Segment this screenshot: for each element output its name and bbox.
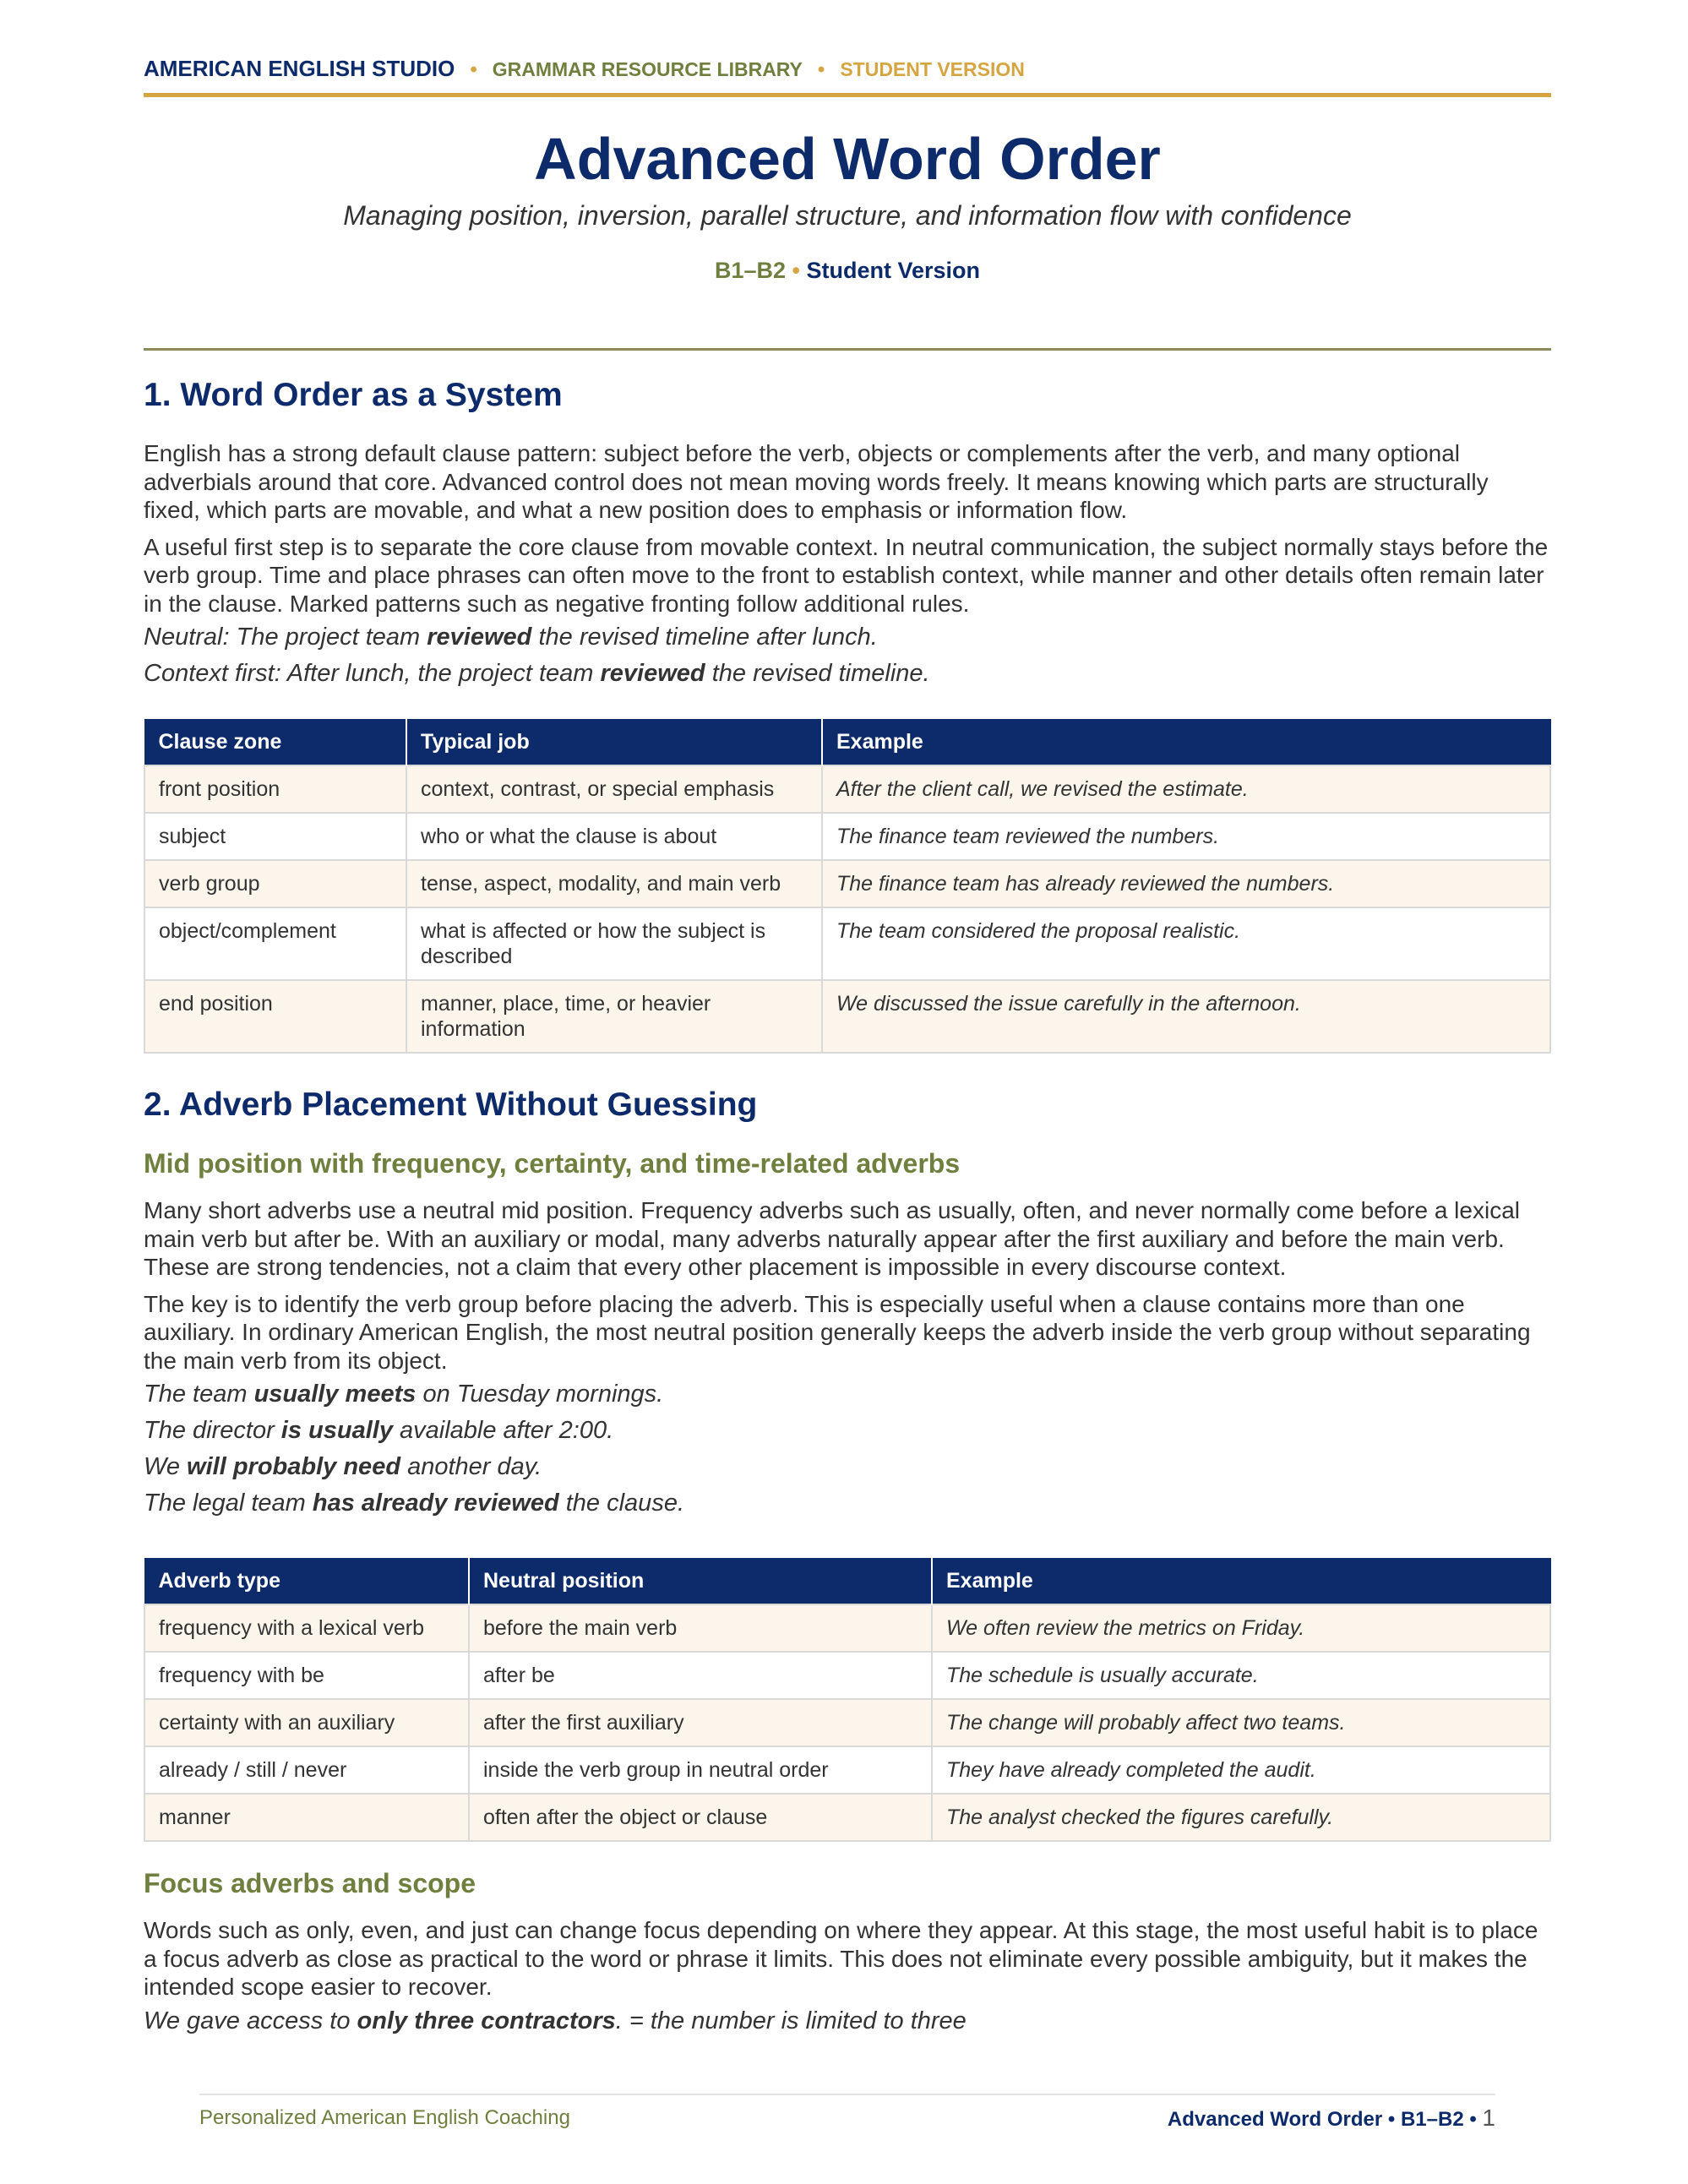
table-row: manner often after the object or clause The analyst checked the figures carefully. — [144, 1794, 1550, 1841]
paragraph: Words such as only, even, and just can change focus depending on where they appear. At this stage, the most useful habit is to place a focus adverb as close as practical to the word or phrase it limits. This does not eliminate every possible ambiguity, but it makes the intended scope easier to recover. — [144, 1917, 1538, 2000]
adverb-placement-table — [144, 1558, 1551, 1842]
clause-zone-table — [144, 719, 1551, 1054]
section-heading: 2. Adverb Placement Without Guessing — [144, 1087, 758, 1123]
library-name: GRAMMAR RESOURCE LIBRARY — [492, 58, 803, 80]
level-label: B1–B2 — [714, 258, 786, 283]
page-number: 1 — [1482, 2105, 1495, 2131]
footer-separator: • — [1469, 2108, 1477, 2131]
footer-level: B1–B2 — [1400, 2108, 1464, 2131]
column-header: Neutral position — [469, 1559, 932, 1605]
paragraph: English has a strong default clause pattern: subject before the verb, objects or complements after the verb, and many optional adverbials around that core. Advanced control does not mean moving words freely. It means knowing which parts are structurally fixed, which parts are movable, and what a new position does to emphasis or information flow. — [144, 440, 1489, 523]
example-sentence: The director is usually available after 2:00. — [144, 1417, 614, 1444]
example-sentence: The legal team has already reviewed the clause. — [144, 1490, 685, 1517]
table-row: verb group tense, aspect, modality, and main verb The finance team has already reviewed the numbers. — [144, 860, 1550, 907]
running-header — [144, 56, 1551, 90]
clause-zone-table-wrap — [144, 719, 1551, 1054]
table-row: already / still / never inside the verb group in neutral order They have already completed the audit. — [144, 1746, 1550, 1794]
adverb-table-wrap — [144, 1558, 1551, 1842]
table-row: subject who or what the clause is about The finance team reviewed the numbers. — [144, 813, 1550, 860]
table-row: end position manner, place, time, or heavier information We discussed the issue carefully in the afternoon. — [144, 980, 1550, 1053]
example-sentence: Neutral: The project team reviewed the revised timeline after lunch. — [144, 624, 878, 651]
example-sentence: Context first: After lunch, the project team reviewed the revised timeline. — [144, 660, 930, 687]
paragraph: A useful first step is to separate the core clause from movable context. In neutral communication, the subject normally stays before the verb group. Time and place phrases can often move to the front to establish context, while manner and other details often remain later in the clause. Marked patterns such as negative fronting follow additional rules. — [144, 533, 1549, 617]
footer-doc-title: Advanced Word Order — [1167, 2108, 1383, 2131]
level-separator: • — [792, 258, 800, 283]
version-label: STUDENT VERSION — [840, 58, 1025, 80]
subsection-heading: Mid position with frequency, certainty, and time-related adverbs — [144, 1148, 961, 1179]
example-sentence: We gave access to only three contractors. = the number is limited to three — [144, 2007, 967, 2034]
table-row: object/complement what is affected or how the subject is described The team considered the proposal realistic. — [144, 907, 1550, 980]
level-line — [144, 253, 1551, 287]
paragraph: The key is to identify the verb group before placing the adverb. This is especially useful when a clause contains more than one auxiliary. In ordinary American English, the most neutral position generally keeps the adverb inside the verb group without separating the main verb from its object. — [144, 1290, 1531, 1374]
example-sentence: We will probably need another day. — [144, 1453, 542, 1480]
table-header-row — [144, 720, 1550, 766]
level-version: Student Version — [806, 258, 981, 283]
header-rule — [144, 93, 1551, 97]
section-heading: 1. Word Order as a System — [144, 377, 563, 413]
subsection-heading: Focus adverbs and scope — [144, 1868, 476, 1898]
page-subtitle: Managing position, inversion, parallel structure, and information flow with confidence — [343, 200, 1352, 231]
column-header: Example — [932, 1559, 1550, 1605]
example-sentence: The team usually meets on Tuesday mornings. — [144, 1381, 664, 1408]
header-separator: • — [470, 58, 477, 81]
column-header: Example — [822, 720, 1550, 766]
column-header: Adverb type — [144, 1559, 469, 1605]
brand-name: AMERICAN ENGLISH STUDIO — [144, 56, 455, 81]
column-header: Clause zone — [144, 720, 406, 766]
section-2 — [144, 1080, 1551, 1522]
page-title: Advanced Word Order — [534, 126, 1161, 192]
title-divider — [144, 348, 1551, 351]
column-header: Typical job — [406, 720, 822, 766]
table-row: front position context, contrast, or special emphasis After the client call, we revised the estimate. — [144, 765, 1550, 813]
section-1 — [144, 370, 1551, 692]
footer-page-info — [1168, 2104, 1495, 2134]
header-separator: • — [817, 58, 825, 81]
footer-rule — [199, 2094, 1495, 2095]
footer-tagline: Personalized American English Coaching — [199, 2106, 570, 2129]
focus-adverbs-section — [144, 1862, 1551, 2040]
table-row: frequency with be after be The schedule is usually accurate. — [144, 1652, 1550, 1699]
table-row: frequency with a lexical verb before the main verb We often review the metrics on Friday. — [144, 1604, 1550, 1652]
table-row: certainty with an auxiliary after the first auxiliary The change will probably affect two teams. — [144, 1699, 1550, 1746]
paragraph: Many short adverbs use a neutral mid position. Frequency adverbs such as usually, often, and never normally come before a lexical main verb but after be. With an auxiliary or modal, many adverbs naturally appear after the first auxiliary and before the main verb. These are strong tendencies, not a claim that every other placement is impossible in every discourse context. — [144, 1197, 1520, 1280]
table-header-row — [144, 1559, 1550, 1605]
footer-separator: • — [1387, 2108, 1396, 2131]
